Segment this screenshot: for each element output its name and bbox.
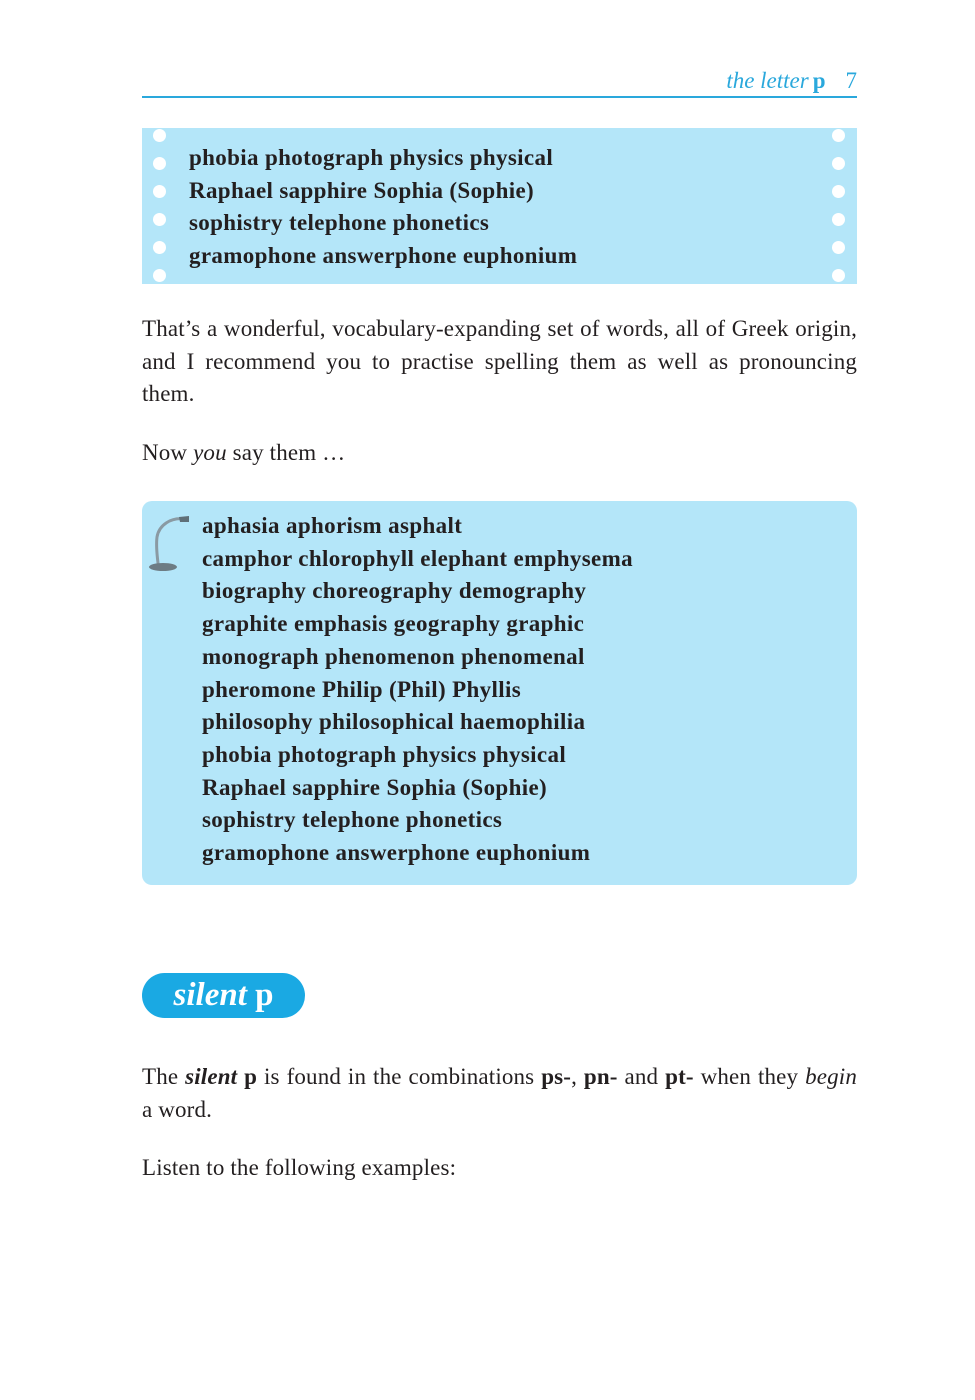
prompt-after: say them … <box>226 440 346 465</box>
word-line: aphasia aphorism asphalt <box>202 513 463 538</box>
running-title-letter: p <box>812 68 826 93</box>
running-title <box>726 68 857 94</box>
hole-icon <box>153 269 166 282</box>
binder-holes-left <box>153 128 167 284</box>
word-line: gramophone answerphone euphonium <box>189 243 578 269</box>
section-heading-silent-p <box>142 973 305 1018</box>
text-run: The <box>142 1064 186 1089</box>
paragraph-listen: Listen to the following examples: <box>142 1155 457 1180</box>
word-line: Raphael sapphire Sophia (Sophie) <box>202 774 548 800</box>
paragraph-silent-p <box>142 1061 857 1126</box>
text-run-italic: begin <box>805 1064 857 1089</box>
text-run: when they <box>693 1064 806 1089</box>
word-line: phobia photograph physics physical <box>189 145 554 170</box>
word-box-top <box>142 128 857 284</box>
word-line: monograph phenomenon phenomenal <box>202 643 585 669</box>
word-line: gramophone answerphone euphonium <box>202 840 591 866</box>
text-run: and <box>617 1064 666 1089</box>
hole-icon <box>832 269 845 282</box>
hole-icon <box>832 241 845 254</box>
text-run: is found in the combinations <box>257 1064 542 1089</box>
hole-icon <box>153 129 166 142</box>
word-line: sophistry telephone phonetics <box>202 807 503 833</box>
word-list-practice <box>202 510 633 870</box>
text-run: a word. <box>142 1096 213 1122</box>
hole-icon <box>832 129 845 142</box>
word-line: sophistry telephone phonetics <box>189 210 490 236</box>
page-number: 7 <box>845 68 857 93</box>
binder-holes-right <box>832 128 846 284</box>
hole-icon <box>832 213 845 226</box>
practice-box <box>142 501 857 885</box>
section-heading-italic: silent <box>173 977 247 1013</box>
text-run-bold: ps- <box>541 1064 572 1089</box>
word-list-top <box>189 142 577 273</box>
text-run-bold: pt- <box>665 1064 694 1089</box>
word-line: biography choreography demography <box>202 578 587 604</box>
microphone-icon <box>147 511 189 571</box>
paragraph-intro: That’s a wonderful, vocabulary-expanding set of words, all of Greek origin, and I recommend you to practise spelling them as well as pronouncing them. <box>142 316 857 407</box>
word-line: camphor chlorophyll elephant emphysema <box>202 545 633 571</box>
running-header <box>142 64 857 98</box>
running-title-italic: the letter <box>726 68 809 93</box>
text-run-bold: pn- <box>583 1064 618 1089</box>
hole-icon <box>832 157 845 170</box>
paragraph-prompt <box>142 437 857 470</box>
hole-icon <box>153 157 166 170</box>
word-line: graphite emphasis geography graphic <box>202 611 585 637</box>
prompt-emphasis: you <box>193 440 227 465</box>
text-run-bold-italic: silent <box>185 1064 238 1089</box>
text-run-bold: p <box>244 1064 258 1089</box>
word-line: philosophy philosophical haemophilia <box>202 709 586 735</box>
word-line: phobia photograph physics physical <box>202 741 567 767</box>
word-line: Raphael sapphire Sophia (Sophie) <box>189 177 535 203</box>
text-run: , <box>571 1064 584 1089</box>
section-heading-letter: p <box>255 977 274 1013</box>
prompt-before: Now <box>142 440 194 465</box>
hole-icon <box>153 241 166 254</box>
word-line: pheromone Philip (Phil) Phyllis <box>202 676 522 702</box>
hole-icon <box>832 185 845 198</box>
hole-icon <box>153 213 166 226</box>
hole-icon <box>153 185 166 198</box>
